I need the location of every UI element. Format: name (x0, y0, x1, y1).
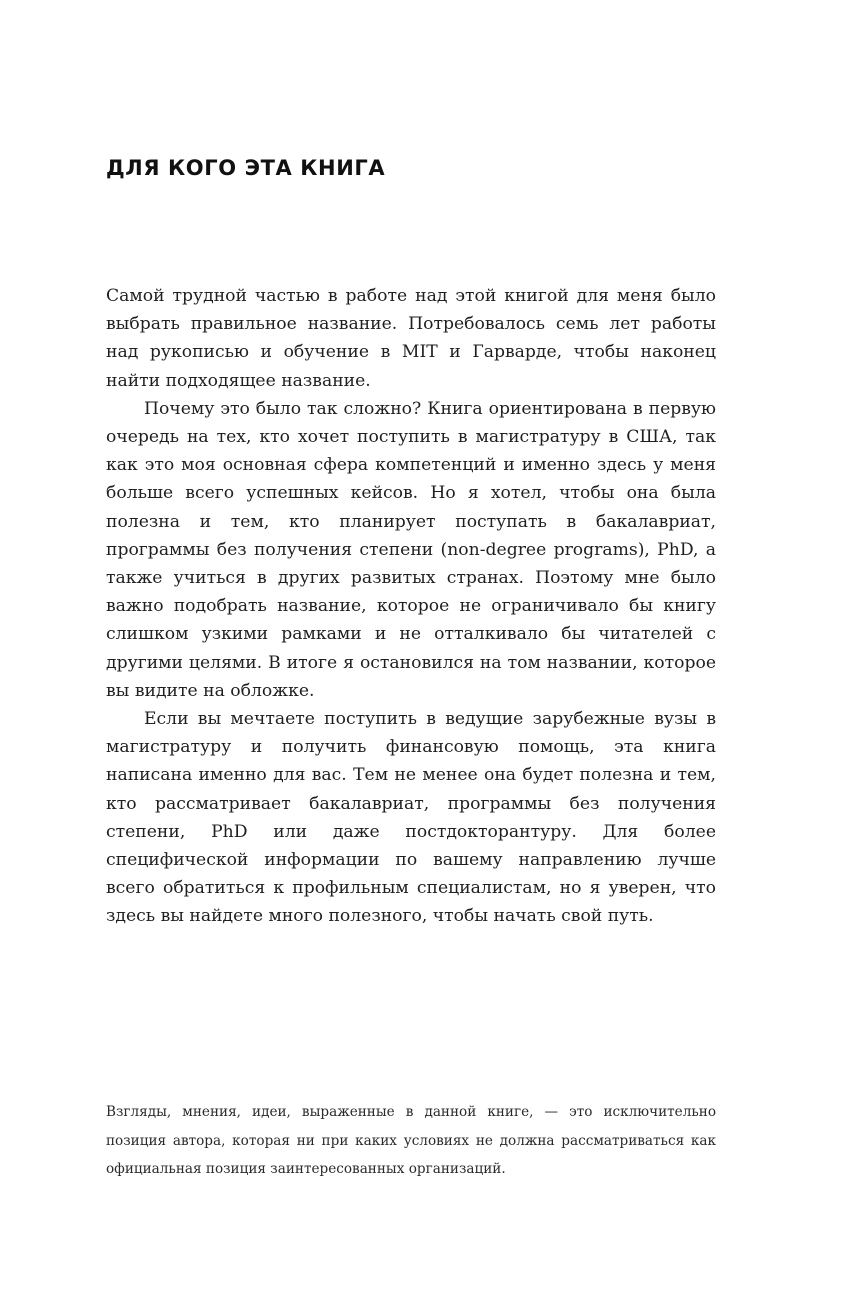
body-text (106, 282, 716, 931)
disclaimer-footnote: Взгляды, мнения, идеи, выраженные в данной книге, — это исключительно позиция автора, которая ни при каких условиях не должна рассматриваться как официальная позиция заинтересованных организаций. (106, 1104, 716, 1177)
paragraph-3: Если вы мечтаете поступить в ведущие зарубежные вузы в магистратуру и получить финансовую помощь, эта книга написана именно для вас. Тем не менее она будет полезна и тем, кто рассматривает бакалавриат, программы без получения степени, PhD или даже постдокторантуру. Для более специфической информации по вашему направлению лучше всего обратиться к профильным специалистам, но я уверен, что здесь вы найдете много полезного, чтобы начать свой путь. (106, 709, 716, 927)
paragraph-1: Самой трудной частью в работе над этой книгой для меня было выбрать правильное название. Потребовалось семь лет работы над рукописью и обучение в MIT и Гарварде, чтобы наконец найти подходящее название. (106, 286, 716, 391)
paragraph-2: Почему это было так сложно? Книга ориентирована в первую очередь на тех, кто хочет поступить в магистратуру в США, так как это моя основная сфера компетенций и именно здесь у меня больше всего успешных кейсов. Но я хотел, чтобы она была полезна и тем, кто планирует поступать в бакалавриат, программы без получения степени (non-degree programs), PhD, а также учиться в других развитых странах. Поэтому мне было важно подобрать название, которое не ограничивало бы книгу слишком узкими рамками и не отталкивало бы читателей с другими целями. В итоге я остановился на том названии, которое вы видите на обложке. (106, 398, 716, 701)
chapter-heading: ДЛЯ КОГО ЭТА КНИГА (106, 156, 386, 180)
